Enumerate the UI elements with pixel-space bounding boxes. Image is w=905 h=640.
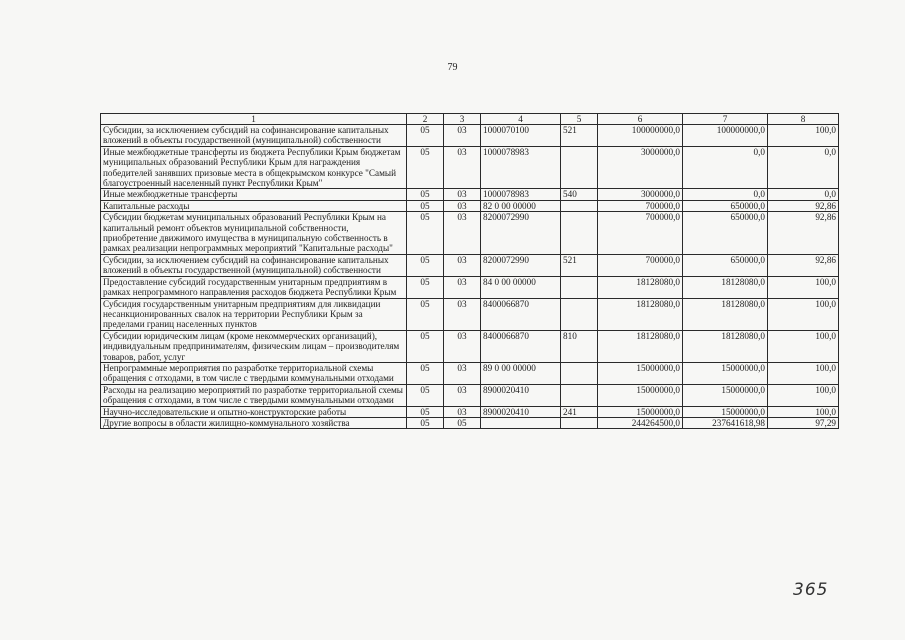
target-article-cell: 8400066870 <box>481 298 561 330</box>
header-cell: 2 <box>407 114 444 125</box>
target-article-cell: 1000070100 <box>481 125 561 147</box>
table-row <box>101 200 839 211</box>
expense-name-cell: Субсидии бюджетам муниципальных образований Республики Крым на капитальный ремонт объектов муниципальной собственности, приобретение движимого имущества в муниципальную собственность в рамках реализации непрограммных мероприятий "Капитальные расходы" <box>101 212 407 255</box>
execution-percent-cell: 100,0 <box>768 330 839 362</box>
expense-name-cell: Научно-исследовательские и опытно-конструкторские работы <box>101 406 407 417</box>
execution-percent-cell: 92,86 <box>768 212 839 255</box>
planned-amount-cell: 15000000,0 <box>598 362 683 384</box>
subsection-code-cell: 03 <box>444 254 481 276</box>
expense-type-cell <box>561 200 598 211</box>
table-row <box>101 362 839 384</box>
subsection-code-cell: 03 <box>444 298 481 330</box>
expense-name-cell: Капитальные расходы <box>101 200 407 211</box>
section-code-cell: 05 <box>407 200 444 211</box>
subsection-code-cell: 03 <box>444 212 481 255</box>
budget-table <box>100 113 839 429</box>
handwritten-page-number: 365 <box>793 580 829 600</box>
table-row <box>101 212 839 255</box>
planned-amount-cell: 3000000,0 <box>598 189 683 200</box>
execution-percent-cell: 100,0 <box>768 125 839 147</box>
section-code-cell: 05 <box>407 276 444 298</box>
subsection-code-cell: 03 <box>444 362 481 384</box>
executed-amount-cell: 15000000,0 <box>683 362 768 384</box>
section-code-cell: 05 <box>407 254 444 276</box>
table-row <box>101 276 839 298</box>
subsection-code-cell: 03 <box>444 330 481 362</box>
expense-name-cell: Другие вопросы в области жилищно-коммунального хозяйства <box>101 417 407 428</box>
table-row <box>101 146 839 189</box>
target-article-cell: 84 0 00 00000 <box>481 276 561 298</box>
subsection-code-cell: 05 <box>444 417 481 428</box>
header-cell: 4 <box>481 114 561 125</box>
table-row <box>101 384 839 406</box>
planned-amount-cell: 244264500,0 <box>598 417 683 428</box>
table-row <box>101 417 839 428</box>
expense-type-cell: 241 <box>561 406 598 417</box>
expense-name-cell: Расходы на реализацию мероприятий по разработке территориальной схемы обращения с отходами, в том числе с твердыми коммунальными отходами <box>101 384 407 406</box>
expense-name-cell: Субсидии юридическим лицам (кроме некоммерческих организаций), индивидуальным предпринимателям, физическим лицам – производителям товаров, работ, услуг <box>101 330 407 362</box>
expense-name-cell: Иные межбюджетные трансферты <box>101 189 407 200</box>
table-header-row <box>101 114 839 125</box>
executed-amount-cell: 650000,0 <box>683 254 768 276</box>
executed-amount-cell: 18128080,0 <box>683 298 768 330</box>
planned-amount-cell: 700000,0 <box>598 254 683 276</box>
expense-type-cell: 521 <box>561 254 598 276</box>
table-row <box>101 330 839 362</box>
executed-amount-cell: 15000000,0 <box>683 384 768 406</box>
header-cell: 1 <box>101 114 407 125</box>
header-cell: 5 <box>561 114 598 125</box>
section-code-cell: 05 <box>407 146 444 189</box>
executed-amount-cell: 15000000,0 <box>683 406 768 417</box>
table-body <box>101 125 839 429</box>
section-code-cell: 05 <box>407 330 444 362</box>
section-code-cell: 05 <box>407 298 444 330</box>
expense-type-cell <box>561 362 598 384</box>
execution-percent-cell: 92,86 <box>768 200 839 211</box>
planned-amount-cell: 3000000,0 <box>598 146 683 189</box>
target-article-cell: 8900020410 <box>481 406 561 417</box>
page-number: 79 <box>447 62 458 73</box>
expense-name-cell: Субсидия государственным унитарным предприятиям для ликвидации несанкционированных свалок на территории Республики Крым за пределами границ населенных пунктов <box>101 298 407 330</box>
target-article-cell: 82 0 00 00000 <box>481 200 561 211</box>
planned-amount-cell: 15000000,0 <box>598 406 683 417</box>
target-article-cell: 1000078983 <box>481 189 561 200</box>
subsection-code-cell: 03 <box>444 200 481 211</box>
executed-amount-cell: 18128080,0 <box>683 276 768 298</box>
expense-name-cell: Субсидии, за исключением субсидий на софинансирование капитальных вложений в объекты государственной (муниципальной) собственности <box>101 125 407 147</box>
executed-amount-cell: 237641618,98 <box>683 417 768 428</box>
execution-percent-cell: 92,86 <box>768 254 839 276</box>
execution-percent-cell: 100,0 <box>768 362 839 384</box>
subsection-code-cell: 03 <box>444 384 481 406</box>
table-row <box>101 254 839 276</box>
subsection-code-cell: 03 <box>444 276 481 298</box>
planned-amount-cell: 700000,0 <box>598 212 683 255</box>
executed-amount-cell: 0,0 <box>683 146 768 189</box>
execution-percent-cell: 100,0 <box>768 276 839 298</box>
section-code-cell: 05 <box>407 125 444 147</box>
expense-type-cell: 521 <box>561 125 598 147</box>
section-code-cell: 05 <box>407 212 444 255</box>
expense-name-cell: Предоставление субсидий государственным унитарным предприятиям в рамках непрограммного направления расходов бюджета Республики Крым <box>101 276 407 298</box>
table-row <box>101 406 839 417</box>
expense-type-cell: 810 <box>561 330 598 362</box>
expense-name-cell: Иные межбюджетные трансферты из бюджета Республики Крым бюджетам муниципальных образований Республики Крым для награждения победителей занявших призовые места в общекрымском конкурсе "Самый благоустроенный населенный пункт Республики Крым" <box>101 146 407 189</box>
target-article-cell <box>481 417 561 428</box>
executed-amount-cell: 100000000,0 <box>683 125 768 147</box>
planned-amount-cell: 18128080,0 <box>598 330 683 362</box>
execution-percent-cell: 97,29 <box>768 417 839 428</box>
executed-amount-cell: 0,0 <box>683 189 768 200</box>
executed-amount-cell: 650000,0 <box>683 200 768 211</box>
section-code-cell: 05 <box>407 384 444 406</box>
target-article-cell: 8200072990 <box>481 212 561 255</box>
planned-amount-cell: 18128080,0 <box>598 276 683 298</box>
expense-name-cell: Непрограммные мероприятия по разработке территориальной схемы обращения с отходами, в том числе с твердыми коммунальными отходами <box>101 362 407 384</box>
target-article-cell: 1000078983 <box>481 146 561 189</box>
target-article-cell: 8400066870 <box>481 330 561 362</box>
subsection-code-cell: 03 <box>444 189 481 200</box>
execution-percent-cell: 0,0 <box>768 146 839 189</box>
header-cell: 8 <box>768 114 839 125</box>
planned-amount-cell: 100000000,0 <box>598 125 683 147</box>
section-code-cell: 05 <box>407 362 444 384</box>
subsection-code-cell: 03 <box>444 125 481 147</box>
header-cell: 7 <box>683 114 768 125</box>
expense-type-cell <box>561 384 598 406</box>
section-code-cell: 05 <box>407 406 444 417</box>
execution-percent-cell: 0,0 <box>768 189 839 200</box>
subsection-code-cell: 03 <box>444 146 481 189</box>
header-cell: 6 <box>598 114 683 125</box>
planned-amount-cell: 700000,0 <box>598 200 683 211</box>
expense-type-cell <box>561 298 598 330</box>
planned-amount-cell: 18128080,0 <box>598 298 683 330</box>
execution-percent-cell: 100,0 <box>768 406 839 417</box>
subsection-code-cell: 03 <box>444 406 481 417</box>
expense-type-cell <box>561 212 598 255</box>
table-row <box>101 125 839 147</box>
section-code-cell: 05 <box>407 417 444 428</box>
expense-type-cell <box>561 146 598 189</box>
expense-type-cell: 540 <box>561 189 598 200</box>
expense-name-cell: Субсидии, за исключением субсидий на софинансирование капитальных вложений в объекты государственной (муниципальной) собственности <box>101 254 407 276</box>
table-row <box>101 298 839 330</box>
execution-percent-cell: 100,0 <box>768 384 839 406</box>
target-article-cell: 8900020410 <box>481 384 561 406</box>
executed-amount-cell: 650000,0 <box>683 212 768 255</box>
execution-percent-cell: 100,0 <box>768 298 839 330</box>
table-row <box>101 189 839 200</box>
header-cell: 3 <box>444 114 481 125</box>
expense-type-cell <box>561 417 598 428</box>
planned-amount-cell: 15000000,0 <box>598 384 683 406</box>
executed-amount-cell: 18128080,0 <box>683 330 768 362</box>
target-article-cell: 89 0 00 00000 <box>481 362 561 384</box>
target-article-cell: 8200072990 <box>481 254 561 276</box>
expense-type-cell <box>561 276 598 298</box>
section-code-cell: 05 <box>407 189 444 200</box>
